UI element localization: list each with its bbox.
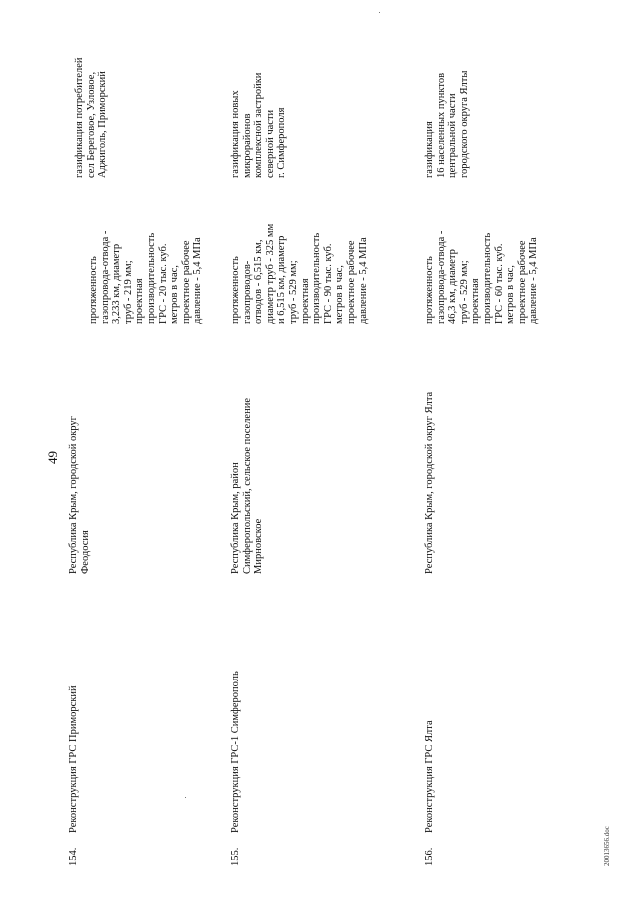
footer-filename: 20013656.doc: [603, 826, 611, 866]
row-number: 154.: [68, 847, 79, 866]
object-location: Республика Крым, городской округ Ялта: [424, 391, 435, 574]
scan-speck: [185, 797, 186, 798]
object-location: Республика Крым, район Симферопольский, сельское поселение Мирновское: [230, 398, 265, 574]
scan-speck: [379, 12, 380, 13]
row-number: 155.: [230, 847, 241, 866]
object-specs: протяженность газопровода-отвода - 46,3 км, диаметр труб - 529 мм; проектная производительность ГРС - 60 тыс. куб. метров в час, проектное рабочее давление - 5,4 МПа: [424, 230, 540, 324]
object-specs: протяженность газопровода-отвода - 3,233 км, диаметр труб - 219 мм; проектная производительность ГРС - 20 тыс. куб. метров в час, проектное рабочее давление - 5,4 МПа: [88, 230, 204, 324]
object-purpose: газификация 16 населенных пунктов центральной части городского округа Ялты: [424, 70, 470, 178]
object-name: Реконструкция ГРС Ялта: [424, 720, 435, 833]
row-number: 156.: [424, 847, 435, 866]
object-location: Республика Крым, городской округ Феодосия: [68, 416, 91, 574]
object-specs: протяженность газопроводов- отводов - 6,515 км, диаметр труб - 325 мм и 6,515 км, диаметр труб - 529 мм; проектная производительность ГРС - 90 тыс. куб. метров в час, проектное рабочее давление - 5,4 МПа: [230, 223, 369, 324]
object-purpose: газификация новых микрорайонов комплексной застройки северной части г. Симферополя: [230, 72, 288, 178]
object-purpose: газификация потребителей сел Береговое, Узловое, Аджиголь, Приморский: [74, 57, 109, 178]
page-number: 49: [45, 451, 60, 464]
object-name: Реконструкция ГРС Приморский: [68, 685, 79, 833]
object-name: Реконструкция ГРС-1 Симферополь: [230, 671, 241, 833]
